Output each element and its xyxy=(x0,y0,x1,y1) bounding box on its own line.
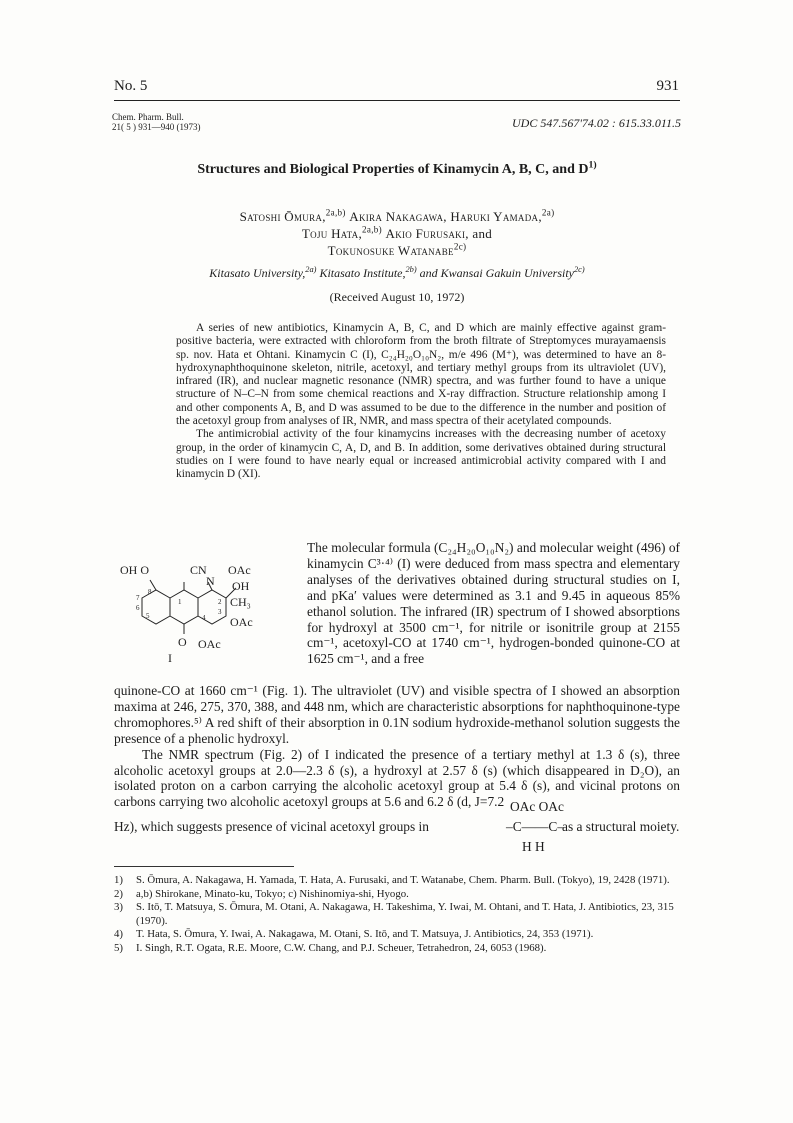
footnote-number: 4) xyxy=(114,928,123,941)
footnote-item xyxy=(114,888,680,902)
struct-cn: CN xyxy=(190,563,207,577)
affiliation-mark: 2b) xyxy=(405,265,417,274)
author-affil-mark: 2c) xyxy=(453,241,467,252)
footnote-item xyxy=(114,942,680,956)
footnotes xyxy=(114,874,680,956)
received-date: (Received August 10, 1972) xyxy=(329,290,465,304)
footnote-text: S. Ōmura, A. Nakagawa, H. Yamada, T. Hata, A. Furusaki, and T. Watanabe, Chem. Pharm. Bull. (Tokyo), 19, 2428 (1971). xyxy=(136,874,670,886)
moiety-carbon-chain: –C——C– xyxy=(506,819,565,834)
body-text-full xyxy=(114,683,680,810)
moiety-sentence-start: Hz), which suggests presence of vicinal acetoxyl groups in xyxy=(114,819,429,834)
author-affil-mark: 2a) xyxy=(541,207,555,218)
ring-b xyxy=(170,590,198,624)
ring-num-4: 4 xyxy=(202,614,206,622)
kinamycin-structure-diagram xyxy=(110,538,270,668)
moiety-oac-labels: OAc OAc xyxy=(510,799,564,814)
moiety-sentence-end: as a structural moiety. xyxy=(562,819,680,834)
author-line-2 xyxy=(114,226,680,242)
body-paragraph-3: The NMR spectrum (Fig. 2) of I indicated the presence of a tertiary methyl at 1.3 δ (s), three alcoholic acetoxyl groups at 2.0—2.3 δ (s), a hydroxyl at 2.57 δ (s) (which disappeared in D₂O), an isolated proton on a carbon carrying the alcoholic acetoxyl group at 5.4 δ (s), and vicinal protons on carbons carrying two alcoholic acetoxyl groups at 5.6 and 6.2 δ (d, J=7.2 xyxy=(114,746,680,810)
footnote-text: I. Singh, R.T. Ogata, R.E. Moore, C.W. Chang, and P.J. Scheuer, Tetrahedron, 24, 6053 (1968). xyxy=(136,941,547,954)
affiliation-1: Kitasato University, xyxy=(209,266,306,280)
footnote-item xyxy=(114,901,680,928)
page-number: 931 xyxy=(656,78,679,94)
author-nakagawa: Akira Nakagawa, xyxy=(349,209,447,224)
abstract-paragraph-2: The antimicrobial activity of the four kinamycins increases with the decreasing number of acetoxy group, in the order of kinamycin C, A, D, and B. In addition, some derivatives obtained during structural studies on I were found to have nearly equal or increased antimicrobial activity compared with I and kinamycin D (XI). xyxy=(176,428,666,481)
footnote-number: 3) xyxy=(114,901,123,914)
footnote-text: T. Hata, S. Ōmura, Y. Iwai, A. Nakagawa, M. Otani, S. Itō, and T. Matsuya, J. Antibiotics, 24, 353 (1971). xyxy=(136,928,594,941)
journal-reference xyxy=(112,112,201,132)
footnote-number: 5) xyxy=(114,941,123,954)
affiliation-mark: 2a) xyxy=(305,265,317,274)
ring-num-5: 5 xyxy=(146,612,150,620)
author-hata: Toju Hata, xyxy=(301,226,363,241)
body-paragraph-1: The molecular formula (C₂₄H₂₀O₁₀N₂) and molecular weight (496) of kinamycin C³·⁴⁾ (I) were deduced from mass spectra and elementary analyses of the derivatives obtained during structural studies on I, and pKa′ values were determined as 3.1 and 9.45 in aqueous 85% ethanol solution. The infrared (IR) spectrum of I showed absorptions for hydroxyl at 3500 cm⁻¹, for nitrile or isonitrile group at 2155 cm⁻¹, acetoxyl-CO at 1740 cm⁻¹, hydrogen-bonded quinone-CO at 1625 cm⁻¹, and a free xyxy=(307,540,680,667)
struct-o: O xyxy=(178,635,187,649)
moiety-line xyxy=(114,795,680,855)
compound-label: I xyxy=(168,651,172,665)
affiliation-mark: 2c) xyxy=(573,265,585,274)
footnote-text: S. Itō, T. Matsuya, S. Ōmura, M. Otani, A. Nakagawa, H. Takeshima, Y. Iwai, M. Ohtani, and T. Hata, J. Antibiotics, 23, 315 (1970). xyxy=(136,901,674,927)
author-furusaki: Akio Furusaki, xyxy=(385,226,469,241)
author-affil-mark: 2a,b) xyxy=(362,224,382,235)
author-watanabe: Tokunosuke Watanabe xyxy=(327,243,454,258)
footnote-rule xyxy=(114,866,294,867)
author-and: and xyxy=(472,226,493,241)
footnote-item xyxy=(114,874,680,888)
author-affil-mark: 2a,b) xyxy=(325,207,346,218)
journal-line-1: Chem. Pharm. Bull. xyxy=(112,112,184,122)
abstract xyxy=(176,322,666,482)
author-line-1 xyxy=(114,209,680,225)
ring-num-1: 1 xyxy=(178,598,182,606)
footnote-item xyxy=(114,928,680,942)
struct-n: N xyxy=(206,574,215,588)
struct-oac-bottom: OAc xyxy=(198,637,221,651)
body-text-column xyxy=(307,540,680,667)
ring-num-2: 2 xyxy=(218,598,222,606)
journal-line-2: 21( 5 ) 931—940 (1973) xyxy=(112,122,201,132)
author-line-3 xyxy=(114,243,680,259)
affiliation-2: Kitasato Institute, xyxy=(319,266,406,280)
footnote-number: 2) xyxy=(114,887,123,900)
affiliations xyxy=(114,266,680,281)
struct-oh-o: OH O xyxy=(120,563,149,577)
footnote-number: 1) xyxy=(114,874,123,886)
affiliation-3: and Kwansai Gakuin University xyxy=(419,266,574,280)
title-text: Structures and Biological Properties of Kinamycin A, B, C, and D xyxy=(197,162,589,177)
struct-oh: OH xyxy=(232,579,250,593)
paper-title xyxy=(114,159,680,178)
struct-ch3: CH₃ xyxy=(230,595,251,609)
abstract-paragraph-1: A series of new antibiotics, Kinamycin A, B, C, and D which are mainly effective against gram-positive bacteria, were extracted with chloroform from the broth filtrate of Streptomyces murayamaensis sp. nov. Hata et Ohtani. Kinamycin C (I), C₂₄H₂₀O₁₀N₂, m/e 496 (M⁺), was determined to have an 8-hydroxynaphthoquinone skeleton, nitrile, acetoxyl, and tertiary methyl groups from its ultraviolet (UV), infrared (IR), and nuclear magnetic resonance (NMR) spectra, and was further found to have a unique structure of N–C–N from some chemical reactions and X-ray diffraction. Structure relationship among I and other components A, B, and D was assumed to be due to the difference in the number and position of the acetoxyl group from analyses of IR, NMR, and mass spectra of their acetylated compounds. xyxy=(176,322,666,428)
ring-num-7: 7 xyxy=(136,594,140,602)
ring-num-6: 6 xyxy=(136,604,140,612)
author-yamada: Haruki Yamada, xyxy=(450,209,542,224)
udc-code: UDC 547.567'74.02 : 615.33.011.5 xyxy=(511,116,681,130)
struct-oac-mid: OAc xyxy=(230,615,253,629)
issue-number: No. 5 xyxy=(114,78,148,94)
ring-num-3: 3 xyxy=(218,608,222,616)
moiety-h-labels: H H xyxy=(522,839,545,854)
title-footnote-mark: 1) xyxy=(588,159,597,171)
body-paragraph-2: quinone-CO at 1660 cm⁻¹ (Fig. 1). The ultraviolet (UV) and visible spectra of I showed an absorption maxima at 246, 275, 370, 388, and 448 nm, which are characteristic absorptions for naphthoquinone-type chromophores.⁵⁾ A red shift of their absorption in 0.1N sodium hydroxide-methanol solution suggests the presence of a phenolic hydroxyl. xyxy=(114,683,680,746)
ring-num-8: 8 xyxy=(148,588,152,596)
struct-oac-top: OAc xyxy=(228,563,251,577)
header-rule xyxy=(114,100,680,101)
footnote-text: a,b) Shirokane, Minato-ku, Tokyo; c) Nishinomiya-shi, Hyogo. xyxy=(136,887,409,900)
author-omura: Satoshi Ōmura, xyxy=(239,209,326,224)
